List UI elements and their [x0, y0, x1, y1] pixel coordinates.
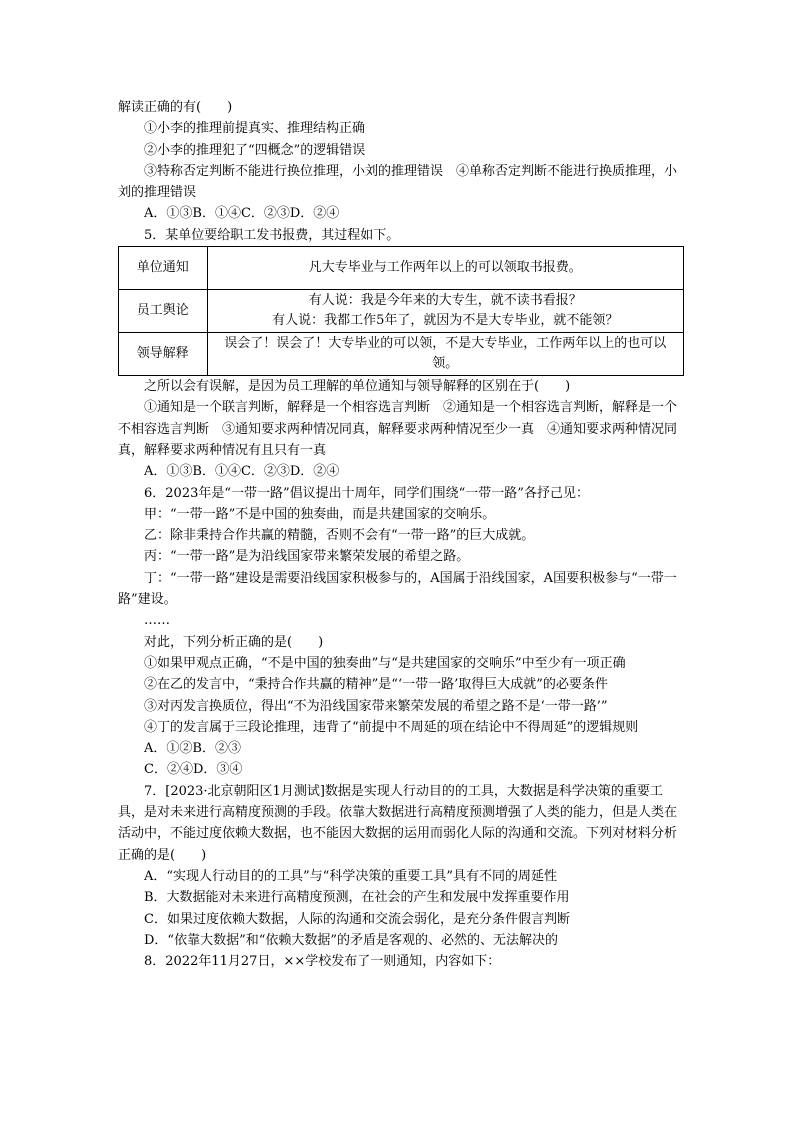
q6-ellipsis: …… — [144, 613, 170, 629]
table-head-cell: 领导解释 — [119, 333, 208, 376]
q4-statement-3-4: ③特称否定判断不能进行换位推理，小刘的推理错误 ④单称否定判断不能进行换质推理，小刘的推理错误 — [118, 163, 678, 201]
table-row — [119, 247, 684, 290]
question-8-stem: 8．2022年11月27日，××学校发布了一则通知，内容如下： — [144, 954, 501, 970]
question-6-stem: 6．2023年是“一带一路”倡议提出十周年，同学们围绕“一带一路”各抒己见： — [144, 485, 589, 501]
q6-speaker-ding: 丁：“一带一路”建设是需要沿线国家积极参与的，A国属于沿线国家，A国要积极参与“一带一路”建设。 — [118, 570, 677, 608]
q5-options: A．①③B．①④C．②③D．②④ — [144, 464, 340, 480]
q5-statements: ①通知是一个联言判断，解释是一个相容选言判断 ②通知是一个相容选言判断，解释是一个不相容选言判断 ③通知要求两种情况同真，解释要求两种情况至少一真 ④通知要求两种情况同真，解释要求两种情况有且只有一真 — [118, 400, 678, 458]
table-body-cell — [207, 290, 683, 333]
q6-speaker-bing: 丙：“一带一路”是为沿线国家带来繁荣发展的希望之路。 — [144, 549, 470, 565]
document-page — [118, 97, 684, 972]
table-body-cell: 凡大专毕业与工作两年以上的可以领取书报费。 — [207, 247, 683, 290]
question-7-stem: 7．[2023·北京朝阳区1月测试]数据是实现人行动目的的工具，大数据是科学决策的重要工具，是对未来进行高精度预测的手段。依靠大数据进行高精度预测增强了人类的能力，但是人类在活动中，不能过度依赖大数据，也不能因大数据的运用而弱化人际的沟通和交流。下列对材料分析正确的是( ) — [118, 783, 678, 863]
q7-option-b: B．大数据能对未来进行高精度预测，在社会的产生和发展中发挥重要作用 — [144, 890, 570, 906]
opinion-2: 有人说：我都工作5年了，就因为不是大专毕业，就不能领？ — [272, 313, 619, 329]
q6-statement-2: ②在乙的发言中，“秉持合作共赢的精神”是“‘一带一路’取得巨大成就”的必要条件 — [144, 677, 608, 693]
table-head-cell: 员工舆论 — [119, 290, 208, 333]
q4-statement-2: ②小李的推理犯了“四概念”的逻辑错误 — [144, 142, 366, 158]
q6-speaker-jia: 甲：“一带一路”不是中国的独奏曲，而是共建国家的交响乐。 — [144, 506, 496, 522]
q6-speaker-yi: 乙：除非秉持合作共赢的精髓，否则不会有“一带一路”的巨大成就。 — [144, 528, 535, 544]
q6-question: 对此，下列分析正确的是( ) — [144, 634, 324, 650]
q4-options: A．①③B．①④C．②③D．②④ — [144, 206, 340, 222]
question-4-tail: 解读正确的有( ) — [118, 100, 233, 115]
table-body-cell: 误会了！误会了！大专毕业的可以领，不是大专毕业，工作两年以上的也可以领。 — [207, 333, 683, 376]
q6-statement-4: ④丁的发言属于三段论推理，违背了“前提中不周延的项在结论中不得周延”的逻辑规则 — [144, 719, 639, 735]
q6-statement-3: ③对丙发言换质位，得出“不为沿线国家带来繁荣发展的希望之路不是‘一带一路’” — [144, 698, 608, 714]
table-row — [119, 290, 684, 333]
q6-options-ab: A．①②B．②③ — [144, 741, 241, 757]
q5-question: 之所以会有误解，是因为员工理解的单位通知与领导解释的区别在于( ) — [144, 379, 571, 395]
q6-options-cd: C．②④D．③④ — [144, 762, 243, 778]
q4-statement-1: ①小李的推理前提真实、推理结构正确 — [144, 121, 366, 137]
q6-statement-1: ①如果甲观点正确，“不是中国的独奏曲”与“是共建国家的交响乐”中至少有一项正确 — [144, 655, 626, 671]
table-head-cell: 单位通知 — [119, 247, 208, 290]
table-row — [119, 333, 684, 376]
question-5-stem: 5．某单位要给职工发书报费，其过程如下。 — [144, 227, 400, 243]
notice-table — [118, 246, 684, 376]
q7-option-c: C．如果过度依赖大数据，人际的沟通和交流会弱化，是充分条件假言判断 — [144, 911, 570, 927]
opinion-1: 有人说：我是今年来的大专生，就不读书看报？ — [308, 293, 582, 309]
q7-option-a: A．“实现人行动目的的工具”与“科学决策的重要工具”具有不同的周延性 — [144, 868, 557, 884]
q7-option-d: D．“依靠大数据”和“依赖大数据”的矛盾是客观的、必然的、无法解决的 — [144, 932, 559, 948]
